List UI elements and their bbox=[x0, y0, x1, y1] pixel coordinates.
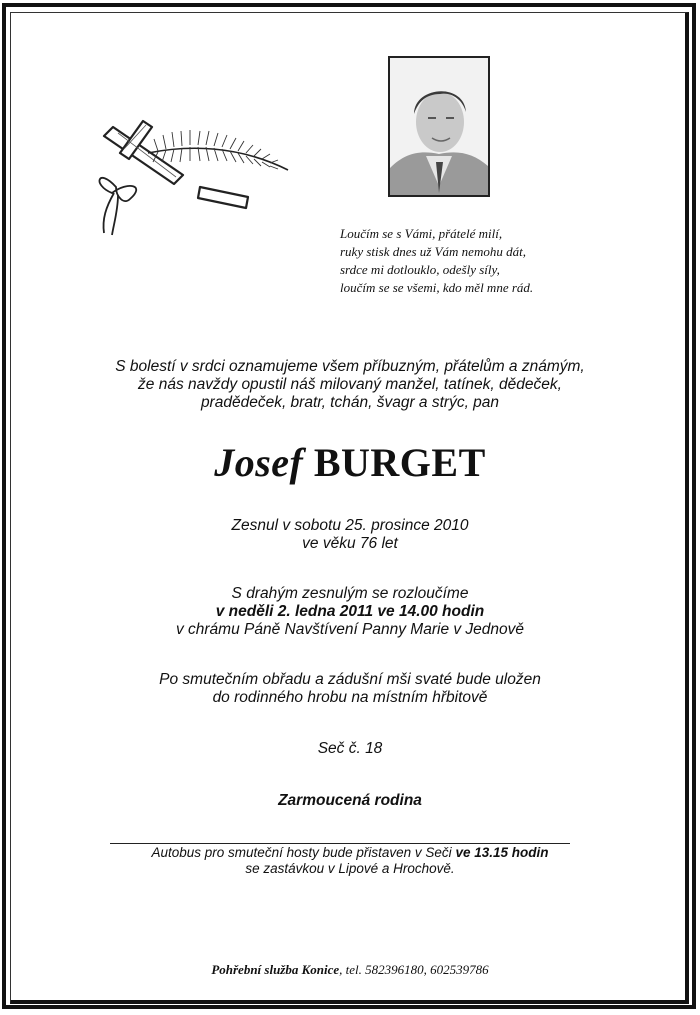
bus-time: ve 13.15 hodin bbox=[455, 845, 549, 860]
poem-line: ruky stisk dnes už Vám nemohu dát, bbox=[340, 244, 526, 259]
announcement bbox=[0, 358, 700, 412]
funeral-service-name: Pohřební služba Konice bbox=[211, 962, 340, 977]
burial-line: Po smutečním obřadu a zádušní mši svaté bude uložen bbox=[159, 671, 541, 688]
death-date: Zesnul v sobotu 25. prosince 2010 bbox=[231, 517, 469, 534]
first-name: Josef bbox=[214, 440, 304, 485]
announcement-line: pradědeček, bratr, tchán, švagr a strýc, pan bbox=[200, 394, 500, 411]
signature: Zarmoucená rodina bbox=[278, 792, 422, 809]
poem-line: loučím se se všemi, kdo měl mne rád. bbox=[340, 280, 534, 295]
portrait-photo bbox=[388, 56, 490, 197]
poem-line: srdce mi dotlouklo, odešly síly, bbox=[340, 262, 500, 277]
bus-text: Autobus pro smuteční hosty bude přistaven v Seči bbox=[151, 845, 452, 860]
address: Seč č. 18 bbox=[317, 740, 383, 757]
farewell-place: v chrámu Páně Navštívení Panny Marie v Jednově bbox=[175, 621, 525, 638]
age: ve věku 76 let bbox=[302, 535, 398, 552]
burial-line: do rodinného hrobu na místním hřbitově bbox=[212, 689, 488, 706]
cross-palm-branch-icon bbox=[88, 115, 298, 240]
announcement-line: že nás navždy opustil náš milovaný manžel, tatínek, dědeček, bbox=[138, 376, 562, 393]
burial-info bbox=[0, 671, 700, 707]
footer bbox=[0, 962, 700, 978]
poem-line: Loučím se s Vámi, přátelé milí, bbox=[340, 226, 503, 241]
farewell-intro: S drahým zesnulým se rozloučíme bbox=[231, 585, 469, 602]
divider bbox=[110, 843, 570, 844]
announcement-line: S bolestí v srdci oznamujeme všem příbuzným, přátelům a známým, bbox=[115, 358, 585, 375]
funeral-service-contact: , tel. 582396180, 602539786 bbox=[339, 962, 489, 977]
deceased-name bbox=[0, 440, 700, 486]
bus-line2: se zastávkou v Lipové a Hrochově. bbox=[245, 861, 455, 876]
farewell-datetime: v neděli 2. ledna 2011 ve 14.00 hodin bbox=[215, 603, 485, 620]
bus-info bbox=[0, 845, 700, 877]
surname: BURGET bbox=[313, 440, 486, 485]
death-info bbox=[0, 517, 700, 553]
farewell-info bbox=[0, 585, 700, 639]
poem bbox=[340, 225, 533, 297]
